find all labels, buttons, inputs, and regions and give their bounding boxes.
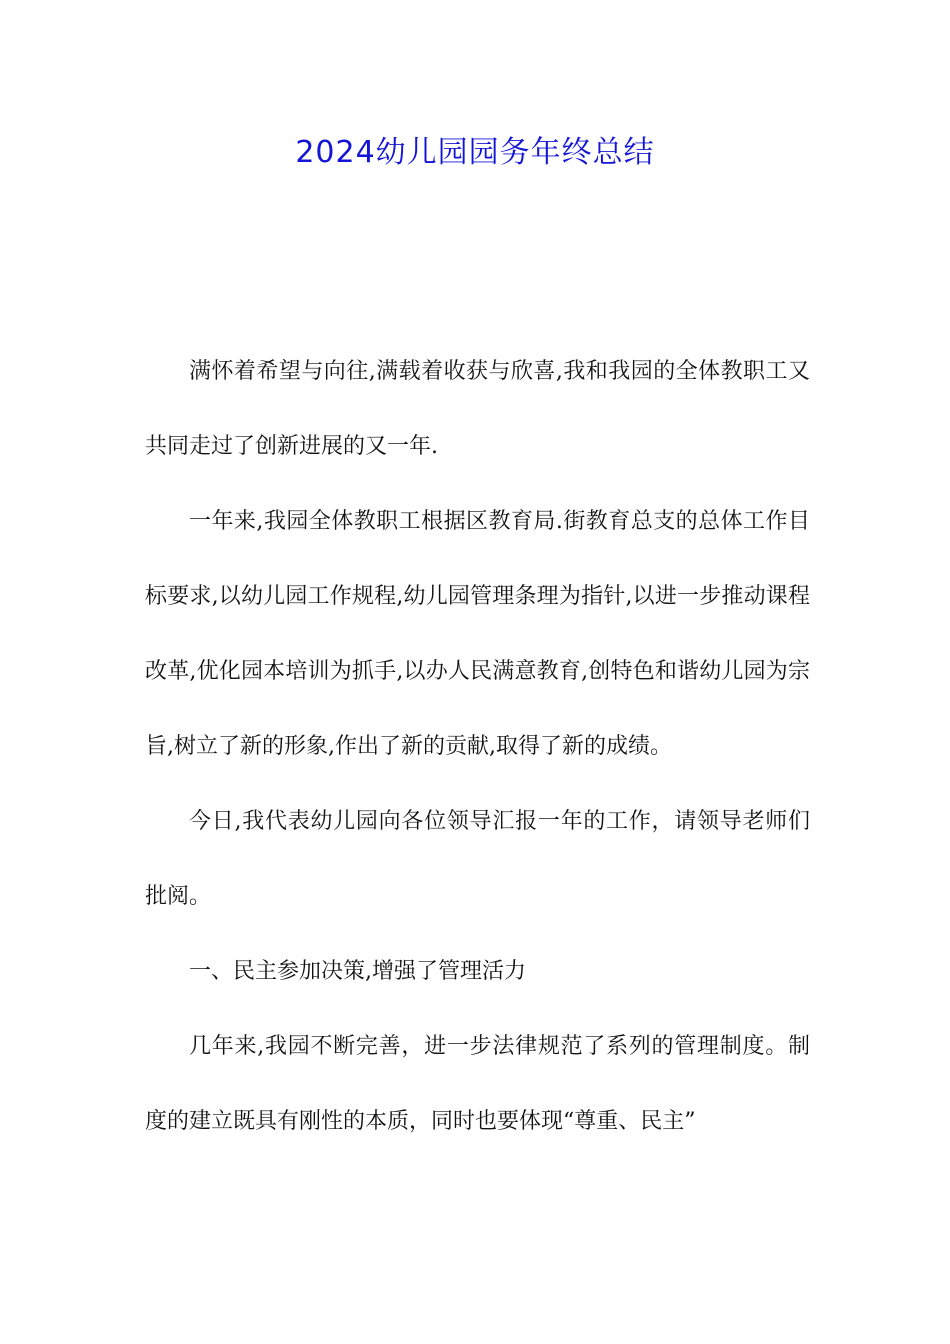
document-title: 2024幼儿园园务年终总结 bbox=[295, 135, 655, 170]
paragraph-management: 几年来,我园不断完善，进一步法律规范了系列的管理制度。制度的建立既具有刚性的本质，同时也要体现“尊重、民主” bbox=[145, 1034, 810, 1134]
document-body bbox=[145, 334, 810, 1159]
paragraph-report: 今日,我代表幼儿园向各位领导汇报一年的工作，请领导老师们批阅。 bbox=[145, 809, 810, 909]
paragraph-intro: 满怀着希望与向往,满载着收获与欣喜,我和我园的全体教职工又共同走过了创新进展的又一年. bbox=[145, 359, 810, 459]
section-heading-1: 一、民主参加决策,增强了管理活力 bbox=[189, 959, 526, 984]
paragraph-year-review: 一年来,我园全体教职工根据区教育局.街教育总支的总体工作目标要求,以幼儿园工作规程,幼儿园管理条理为指针,以进一步推动课程改革,优化园本培训为抓手,以办人民满意教育,创特色和谐幼儿园为宗旨,树立了新的形象,作出了新的贡献,取得了新的成绩。 bbox=[145, 509, 810, 759]
